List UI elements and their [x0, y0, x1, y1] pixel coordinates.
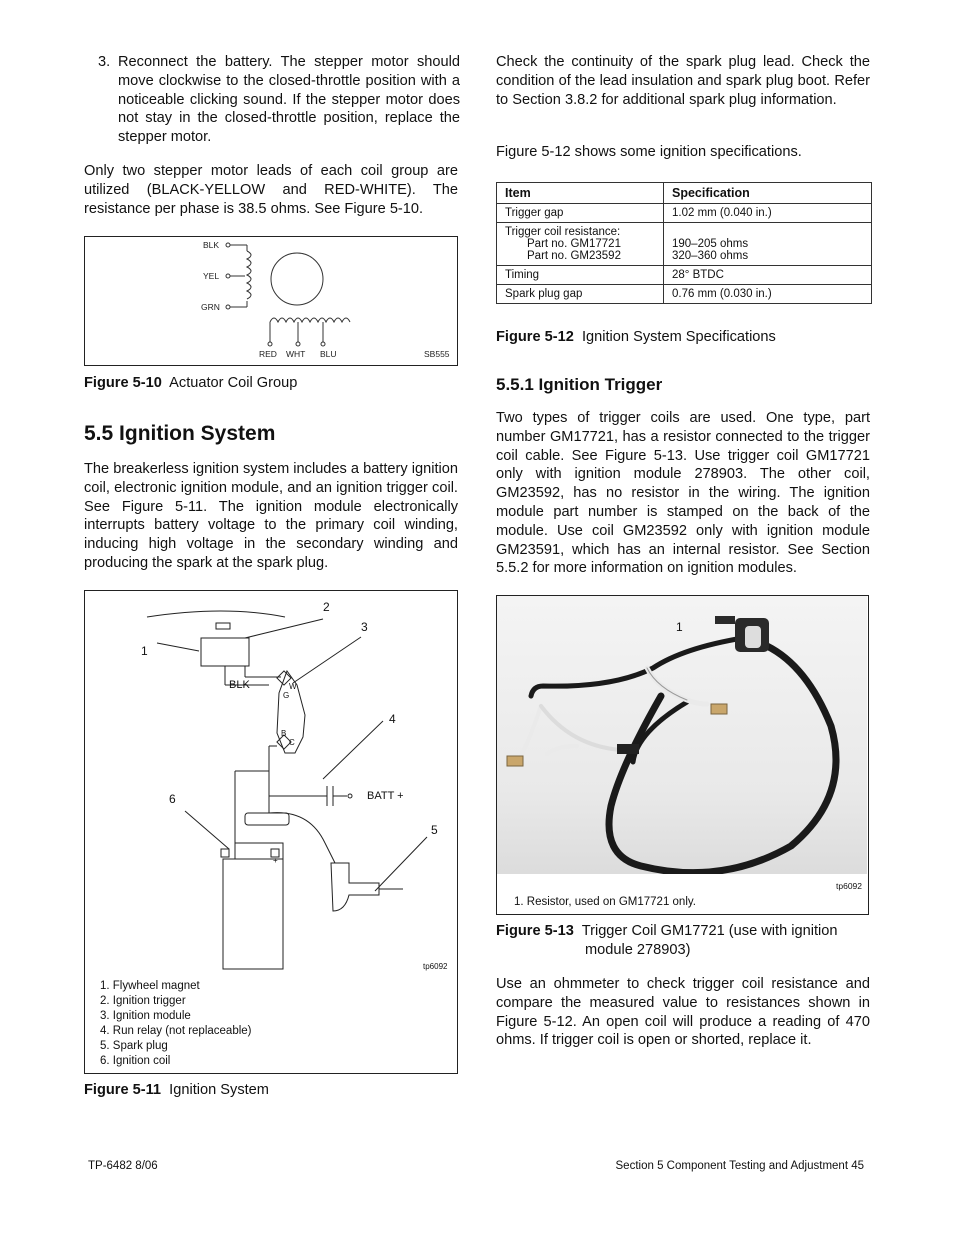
- label-red: RED: [259, 349, 277, 359]
- step-3: [98, 53, 460, 147]
- label-blk: BLK: [229, 679, 250, 691]
- cell-item: Timing: [497, 266, 664, 285]
- callout-3: 3: [361, 620, 368, 634]
- cell-spec: 1.02 mm (0.040 in.): [664, 204, 872, 223]
- callout-2: 2: [323, 600, 330, 614]
- cell-spec-1: 190–205 ohms: [672, 238, 749, 250]
- callout-4: 4: [389, 712, 396, 726]
- caption-text-line2: module 278903): [585, 942, 691, 958]
- cell-spec-2: 320–360 ohms: [672, 250, 749, 262]
- label-blk: BLK: [203, 240, 220, 250]
- figure-5-11-legend: [100, 979, 252, 1069]
- legend-item: 4. Run relay (not replaceable): [100, 1025, 252, 1037]
- cell-item: Trigger gap: [497, 204, 664, 223]
- cell-spec: 28° BTDC: [664, 266, 872, 285]
- legend-item: 3. Ignition module: [100, 1010, 191, 1022]
- cell-item-title: Trigger coil resistance:: [505, 226, 621, 238]
- ignition-spec-table: [496, 182, 872, 304]
- ignition-system-diagram: [85, 591, 457, 971]
- label-blu: BLU: [320, 349, 337, 359]
- figure-5-11-caption: [84, 1081, 269, 1100]
- legend-item: 2. Ignition trigger: [100, 995, 186, 1007]
- figure-5-13-legend: 1. Resistor, used on GM17721 only.: [514, 896, 696, 908]
- callout-5: 5: [431, 823, 438, 837]
- label-g: G: [283, 691, 290, 700]
- cell-item: Spark plug gap: [497, 285, 664, 304]
- caption-number: Figure 5-11: [84, 1082, 162, 1098]
- label-b: B: [281, 729, 287, 738]
- caption-text: Ignition System Specifications: [581, 329, 776, 345]
- caption-text: Ignition System: [169, 1082, 269, 1098]
- table-row: [497, 266, 872, 285]
- label-c: C: [289, 738, 295, 747]
- table-row: [497, 223, 872, 266]
- table-header-row: [497, 183, 872, 204]
- step-number: 3.: [98, 54, 111, 70]
- label-w: W: [289, 682, 297, 691]
- actuator-coil-diagram: [85, 237, 457, 365]
- trigger-coil-illustration: [497, 596, 867, 874]
- paragraph-ohmmeter: Use an ohmmeter to check trigger coil resistance and compare the measured value to resistances shown in Figure 5-12. An open coil will produce a reading of 470 ohms. If trigger coil is open or shorted, replace it.: [496, 976, 870, 1049]
- cell-item-sub1: Part no. GM17721: [527, 238, 621, 250]
- cell-spec: [664, 223, 872, 266]
- paragraph-spark-lead: Check the continuity of the spark plug lead. Check the condition of the lead insulation and spark plug boot. Refer to Section 3.8.2 for additional spark plug information.: [496, 54, 870, 108]
- caption-number: Figure 5-12: [496, 329, 574, 345]
- label-batt: BATT +: [367, 790, 404, 802]
- cell-item-sub2: Part no. GM23592: [527, 250, 621, 262]
- cell-item: [497, 223, 664, 266]
- table-row: [497, 285, 872, 304]
- callout-1: 1: [676, 620, 683, 634]
- legend-item: 6. Ignition coil: [100, 1055, 171, 1067]
- legend-item: 5. Spark plug: [100, 1040, 168, 1052]
- step-text: Reconnect the battery. The stepper motor should move clockwise to the closed-throttle position with a noticeable clicking sound. If the stepper motor does not stay in the closed-throttle position, replace the stepper motor.: [118, 54, 460, 146]
- figure-code: tp6092: [423, 962, 448, 971]
- callout-6: 6: [169, 792, 176, 806]
- table-row: [497, 204, 872, 223]
- label-wht: WHT: [286, 349, 306, 359]
- header-specification: Specification: [664, 183, 872, 204]
- paragraph-ignition: The breakerless ignition system includes a battery ignition coil, electronic ignition module, and an ignition trigger coil. See Figure 5-11. The ignition module electronically interrupts battery voltage to the primary coil winding, inducing high voltage in the secondary winding and producing the spark at the spark plug.: [84, 461, 458, 571]
- callout-1: 1: [141, 644, 148, 658]
- caption-text: Actuator Coil Group: [169, 375, 298, 391]
- footer-doc-id: TP-6482 8/06: [88, 1160, 158, 1172]
- paragraph-leads: Only two stepper motor leads of each coil group are utilized (BLACK-YELLOW and RED-WHITE). The resistance per phase is 38.5 ohms. See Figure 5-10.: [84, 163, 458, 217]
- label-plus: +: [273, 856, 278, 865]
- caption-text-line1: Trigger Coil GM17721 (use with ignition: [581, 923, 838, 939]
- subsection-heading: 5.5.1 Ignition Trigger: [496, 375, 663, 394]
- legend-item: 1. Flywheel magnet: [100, 980, 200, 992]
- figure-5-12-caption: [496, 328, 776, 347]
- caption-number: Figure 5-10: [84, 375, 162, 391]
- section-heading: 5.5 Ignition System: [84, 422, 276, 445]
- figure-5-10-caption: [84, 374, 297, 393]
- caption-number: Figure 5-13: [496, 923, 574, 939]
- paragraph-trigger: Two types of trigger coils are used. One type, part number GM17721, has a resistor connected to the trigger coil cable. See Figure 5-13. Use trigger coil GM17721 only with ignition module 278903. The other coil, GM23592, has no resistor in the wiring. The ignition module part number is stamped on the back of the module. Use coil GM23592 only with ignition module GM23591, which has an internal resistor. See Section 5.5.2 for more information on ignition modules.: [496, 410, 870, 577]
- trigger-coil-photo: [497, 596, 867, 874]
- header-item: Item: [497, 183, 664, 204]
- figure-code: tp6092: [836, 881, 862, 891]
- footer-section-page: Section 5 Component Testing and Adjustment 45: [615, 1160, 864, 1172]
- figure-5-10: [84, 236, 458, 366]
- figure-5-13-caption: [496, 922, 876, 960]
- paragraph-fig512-ref: Figure 5-12 shows some ignition specifications.: [496, 144, 802, 160]
- figure-code: SB555: [424, 349, 450, 359]
- cell-spec: 0.76 mm (0.030 in.): [664, 285, 872, 304]
- label-grn: GRN: [201, 302, 220, 312]
- label-yel: YEL: [203, 271, 220, 281]
